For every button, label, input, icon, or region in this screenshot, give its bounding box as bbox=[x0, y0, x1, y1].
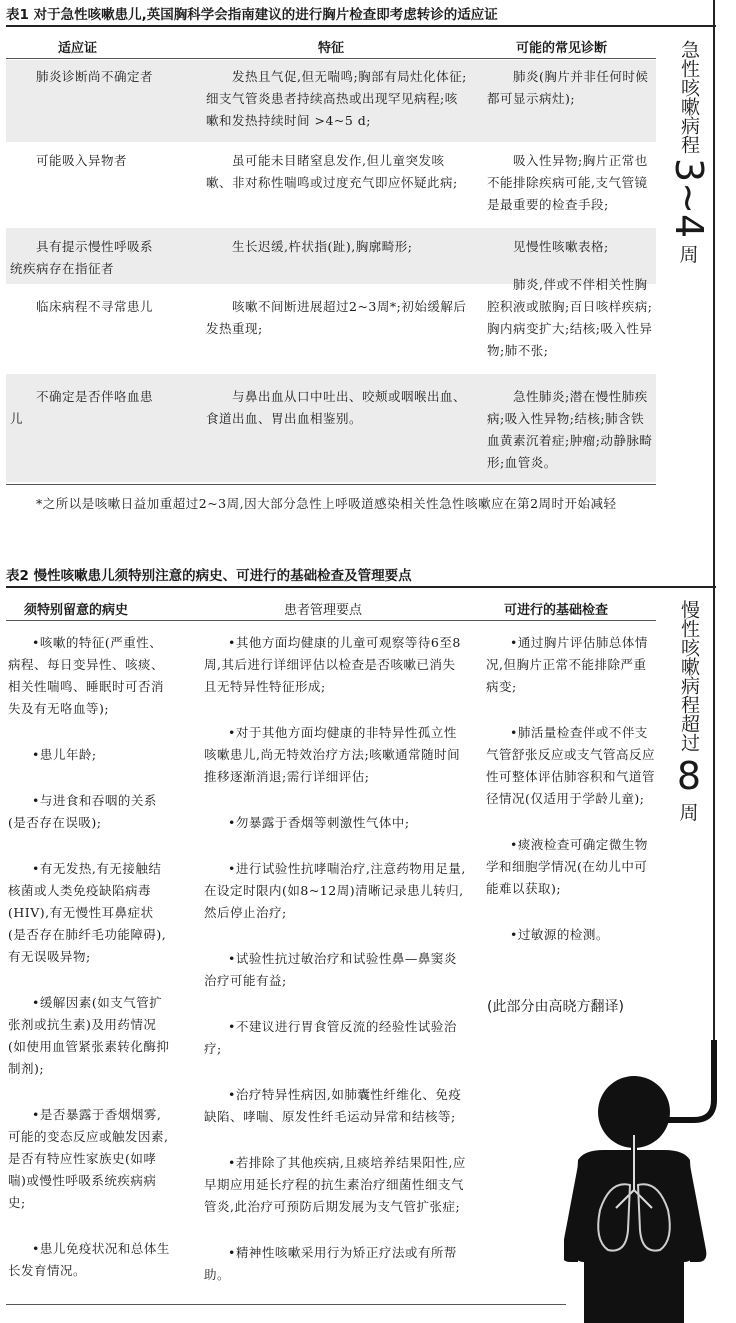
list-item: •对于其他方面均健康的非特异性孤立性咳嗽患儿,尚无特效治疗方法;咳嗽通常随时间推移逐渐消退;需行详细评估; bbox=[204, 725, 461, 784]
child-silhouette-icon bbox=[564, 1040, 736, 1323]
table1-bottom-rule bbox=[6, 484, 656, 485]
translator-note: (此部分由高晓方翻译) bbox=[487, 999, 624, 1015]
list-item: •痰液检查可确定微生物学和细胞学情况(在幼儿中可能难以获取); bbox=[486, 837, 648, 896]
side-label-top: 急性咳嗽病程 bbox=[678, 40, 700, 154]
table1-header-1: 适应证 bbox=[58, 41, 98, 56]
frame-line-right bbox=[713, 0, 715, 1060]
table1-cell: 具有提示慢性呼吸系统疾病存在指征者 bbox=[10, 239, 154, 276]
table1-cell: 肺炎诊断尚不确定者 bbox=[36, 69, 154, 84]
table2-col3 bbox=[486, 632, 656, 970]
table1-header-3: 可能的常见诊断 bbox=[516, 41, 608, 56]
list-item: •患儿年龄; bbox=[32, 747, 97, 762]
table1-cell: 可能吸入异物者 bbox=[36, 153, 128, 168]
table2-col2 bbox=[204, 632, 466, 1310]
list-item: •进行试验性抗哮喘治疗,注意药物用足量,在设定时限内(如8~12周)清晰记录患儿转归,然后停止治疗; bbox=[204, 861, 466, 920]
list-item: •咳嗽的特征(严重性、病程、每日变异性、咳痰、相关性喘鸣、睡眠时可否消失及有无咯血等); bbox=[8, 635, 165, 716]
table1-header-2: 特征 bbox=[318, 41, 345, 56]
table1-cell: 吸入性异物;胸片正常也不能排除疾病可能,支气管镜是最重要的检查手段; bbox=[487, 153, 648, 212]
side-label-number: 8 bbox=[676, 754, 702, 798]
side-label-bottom: 周 bbox=[679, 802, 699, 824]
side-label-number: 3~4 bbox=[667, 158, 711, 239]
list-item: •有无发热,有无接触结核菌或人类免疫缺陷病毒(HIV),有无慢性耳鼻症状(是否存在肺纤毛功能障碍),有无误吸异物; bbox=[8, 861, 167, 964]
table2-header-rule bbox=[6, 620, 656, 621]
table1-cell: 咳嗽不间断进展超过2~3周*;初始缓解后发热重现; bbox=[206, 299, 467, 336]
table1-cell: 急性肺炎;潜在慢性肺疾病;吸入性异物;结核;肺含铁血黄素沉着症;肿瘤;动静脉畸形;血管炎。 bbox=[487, 389, 653, 470]
table1-cell: 见慢性咳嗽表格; bbox=[513, 239, 609, 254]
side-label-top: 慢性咳嗽病程超过 bbox=[678, 600, 700, 752]
list-item: •通过胸片评估肺总体情况,但胸片正常不能排除严重病变; bbox=[486, 635, 648, 694]
side-label-bottom: 周 bbox=[679, 244, 699, 267]
table2-col1 bbox=[8, 632, 170, 1306]
list-item: •勿暴露于香烟等刺激性气体中; bbox=[228, 815, 410, 830]
list-item: •缓解因素(如支气管扩张剂或抗生素)及用药情况(如使用血管紧张素转化酶抑制剂); bbox=[8, 995, 170, 1076]
table1-cell: 不确定是否伴咯血患儿 bbox=[10, 389, 154, 426]
table1-cell: 发热且气促,但无喘鸣;胸部有局灶化体征;细支气管炎患者持续高热或出现罕见病程;咳嗽和发热持续时间 >4~5 d; bbox=[206, 69, 467, 128]
table1-cell: 肺炎(胸片并非任何时候都可显示病灶); bbox=[487, 69, 649, 106]
list-item: •试验性抗过敏治疗和试验性鼻—鼻窦炎治疗可能有益; bbox=[204, 951, 457, 988]
list-item: •肺活量检查伴或不伴支气管舒张反应或支气管高反应性可整体评估肺容积和气道管径情况(仅适用于学龄儿童); bbox=[486, 725, 656, 806]
list-item: •不建议进行胃食管反流的经验性试验治疗; bbox=[204, 1019, 457, 1056]
list-item: •是否暴露于香烟烟雾,可能的变态反应或触发因素,是否有特应性家族史(如哮喘)或慢性呼吸系统疾病病史; bbox=[8, 1107, 169, 1210]
table1-top-rule bbox=[6, 25, 716, 27]
table2-title: 表2 慢性咳嗽患儿须特别注意的病史、可进行的基础检查及管理要点 bbox=[6, 568, 412, 584]
table1-cell: 生长迟缓,杵状指(趾),胸廓畸形; bbox=[232, 239, 413, 254]
table1-header-rule bbox=[6, 58, 656, 59]
table2-header-3: 可进行的基础检查 bbox=[504, 603, 609, 618]
list-item: •若排除了其他疾病,且痰培养结果阳性,应早期应用延长疗程的抗生素治疗细菌性细支气管炎,此治疗可预防后期发展为支气管扩张症; bbox=[204, 1155, 466, 1214]
table2-bottom-rule bbox=[6, 1304, 566, 1305]
table1-cell: 虽可能未目睹窒息发作,但儿童突发咳嗽、非对称性喘鸣或过度充气即应怀疑此病; bbox=[206, 153, 458, 190]
table1-title: 表1 对于急性咳嗽患儿,英国胸科学会指南建议的进行胸片检查即考虑转诊的适应证 bbox=[6, 7, 498, 23]
list-item: •过敏源的检测。 bbox=[510, 927, 609, 942]
table1-cell: 肺炎,伴或不伴相关性胸腔积液或脓胸;百日咳样疾病;胸内病变扩大;结核;吸入性异物;肺不张; bbox=[487, 277, 653, 358]
list-item: •精神性咳嗽采用行为矫正疗法或有所帮助。 bbox=[204, 1245, 457, 1282]
table1-side-label bbox=[669, 40, 709, 268]
list-item: •其他方面均健康的儿童可观察等待6至8周,其后进行详细评估以检查是否咳嗽已消失且无特异性特征形成; bbox=[204, 635, 461, 694]
list-item: •治疗特异性病因,如肺囊性纤维化、免疫缺陷、哮喘、原发性纤毛运动异常和结核等; bbox=[204, 1087, 462, 1124]
table2-header-1: 须特别留意的病史 bbox=[24, 603, 129, 618]
list-item: •与进食和吞咽的关系(是否存在误吸); bbox=[8, 793, 157, 830]
table2-side-label bbox=[669, 600, 709, 826]
list-item: •患儿免疫状况和总体生长发育情况。 bbox=[8, 1241, 170, 1278]
table1-cell: 临床病程不寻常患儿 bbox=[36, 299, 154, 314]
table1-cell: 与鼻出血从口中吐出、咬颊或咽喉出血、食道出血、胃出血相鉴别。 bbox=[206, 389, 467, 426]
table2-top-rule bbox=[6, 586, 716, 588]
table2-header-2: 患者管理要点 bbox=[284, 603, 363, 618]
table1-footnote: *之所以是咳嗽日益加重超过2~3周,因大部分急性上呼吸道感染相关性急性咳嗽应在第2周时开始减轻 bbox=[36, 496, 617, 511]
